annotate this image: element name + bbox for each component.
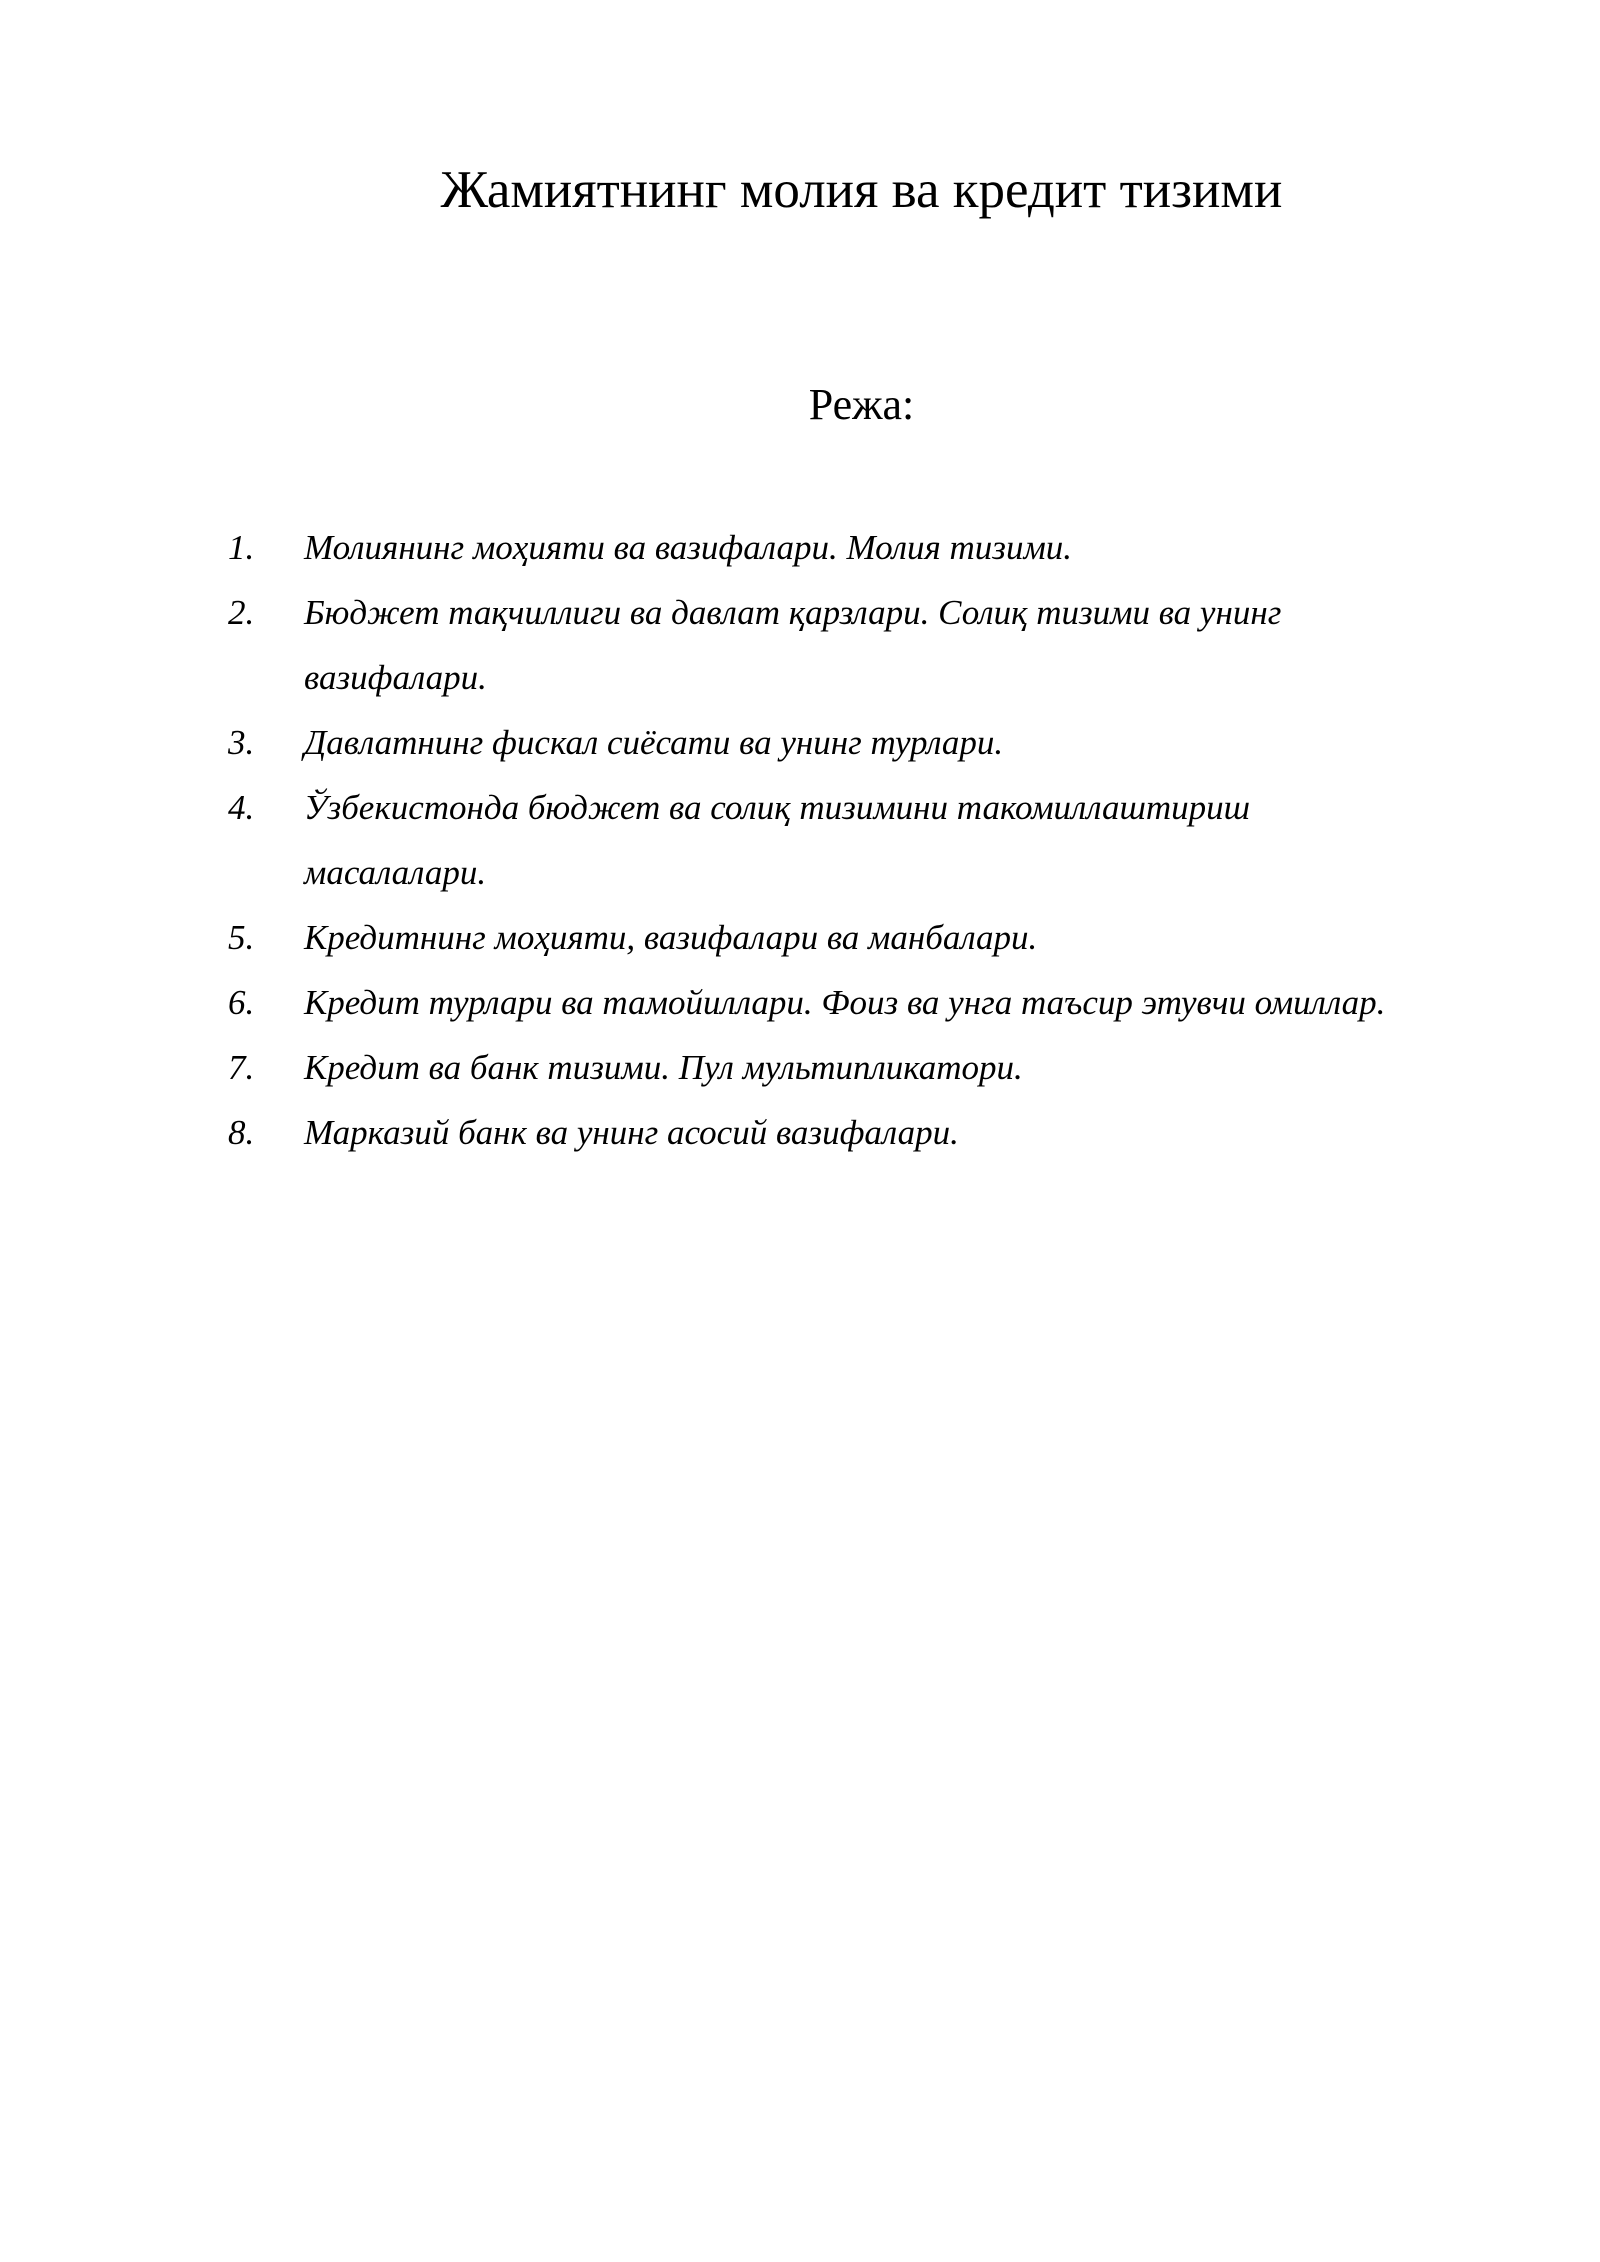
plan-item-4 <box>228 775 1528 905</box>
plan-item-text: Кредит турлари ва тамойиллари. Фоиз ва унга таъсир этувчи омиллар. <box>304 983 1386 1022</box>
plan-item-text: Марказий банк ва унинг асосий вазифалари. <box>304 1113 959 1152</box>
plan-item-number: 5. <box>228 918 255 957</box>
plan-item-number: 4. <box>228 788 255 827</box>
plan-item-text: Бюджет тақчиллиги ва давлат қарзлари. Солиқ тизими ва унинг вазифалари. <box>304 593 1282 697</box>
plan-item-text: Ўзбекистонда бюджет ва солиқ тизимини такомиллаштириш масалалари. <box>304 788 1251 892</box>
plan-item-number: 8. <box>228 1113 255 1152</box>
plan-item-number: 7. <box>228 1048 255 1087</box>
plan-item-number: 1. <box>228 528 255 567</box>
plan-heading: Режа: <box>808 380 915 429</box>
plan-item-text: Давлатнинг фискал сиёсати ва унинг турлари. <box>304 723 1004 762</box>
plan-item-number: 6. <box>228 983 255 1022</box>
plan-item-7 <box>228 1035 1528 1100</box>
plan-item-5 <box>228 905 1528 970</box>
plan-item-number: 3. <box>228 723 255 762</box>
plan-item-2 <box>228 580 1528 710</box>
document-title: Жамиятнинг молия ва кредит тизими <box>440 161 1283 219</box>
plan-item-8 <box>228 1100 1528 1165</box>
plan-item-3 <box>228 710 1528 775</box>
plan-item-1 <box>228 515 1528 580</box>
plan-item-text: Кредит ва банк тизими. Пул мультипликатори. <box>304 1048 1023 1087</box>
plan-item-6 <box>228 970 1528 1035</box>
plan-item-text: Молиянинг моҳияти ва вазифалари. Молия тизими. <box>304 528 1073 567</box>
plan-item-number: 2. <box>228 593 255 632</box>
plan-item-text: Кредитнинг моҳияти, вазифалари ва манбалари. <box>304 918 1038 957</box>
plan-list <box>228 515 1528 1165</box>
